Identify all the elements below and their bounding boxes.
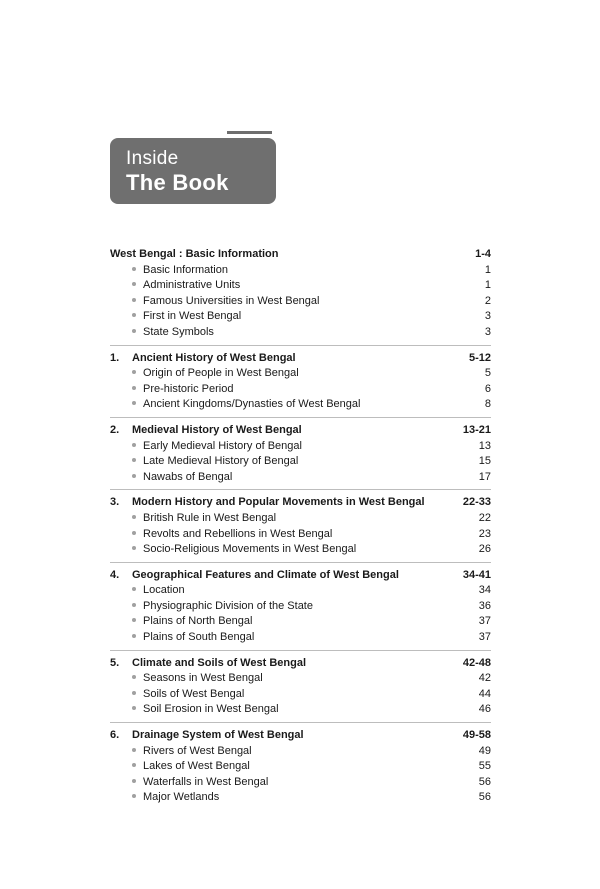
topic-page: 6 bbox=[484, 382, 491, 395]
bullet-icon bbox=[132, 329, 136, 333]
toc-topic-row[interactable] bbox=[110, 671, 491, 687]
topic-title: Location bbox=[143, 584, 185, 597]
bullet-icon bbox=[132, 267, 136, 271]
bullet-icon bbox=[132, 748, 136, 752]
bullet-icon bbox=[132, 458, 136, 462]
bullet-icon bbox=[132, 370, 136, 374]
toc-topic-row[interactable] bbox=[110, 397, 491, 413]
toc-topic-row[interactable] bbox=[110, 309, 491, 325]
toc-chapter-row[interactable] bbox=[110, 351, 491, 367]
topic-page: 56 bbox=[478, 791, 491, 804]
bullet-icon bbox=[132, 443, 136, 447]
topic-page: 49 bbox=[478, 744, 491, 757]
header-line2: The Book bbox=[126, 170, 229, 195]
topic-page: 42 bbox=[478, 672, 491, 685]
topic-page: 37 bbox=[478, 631, 491, 644]
toc-topic-row[interactable] bbox=[110, 382, 491, 398]
toc-topic-row[interactable] bbox=[110, 744, 491, 760]
topic-page: 34 bbox=[478, 584, 491, 597]
toc-topic-row[interactable] bbox=[110, 542, 491, 558]
topic-title: Ancient Kingdoms/Dynasties of West Bengal bbox=[143, 398, 361, 411]
bullet-icon bbox=[132, 779, 136, 783]
chapter-number: 1. bbox=[110, 351, 120, 364]
toc-topic-row[interactable] bbox=[110, 687, 491, 703]
toc-chapter-row[interactable] bbox=[110, 728, 491, 744]
topic-page: 17 bbox=[478, 470, 491, 483]
topic-title: Basic Information bbox=[143, 263, 228, 276]
bullet-icon bbox=[132, 587, 136, 591]
toc-topic-row[interactable] bbox=[110, 790, 491, 806]
chapter-title: Drainage System of West Bengal bbox=[132, 729, 304, 742]
chapter-number: 6. bbox=[110, 729, 120, 742]
chapter-title: Climate and Soils of West Bengal bbox=[132, 656, 306, 669]
topic-page: 3 bbox=[484, 310, 491, 323]
chapter-title: Ancient History of West Bengal bbox=[132, 351, 296, 364]
header-line1: Inside bbox=[126, 148, 179, 169]
chapter-number: 4. bbox=[110, 568, 120, 581]
toc-topic-row[interactable] bbox=[110, 325, 491, 341]
toc-topic-row[interactable] bbox=[110, 294, 491, 310]
toc-topic-row[interactable] bbox=[110, 527, 491, 543]
bullet-icon bbox=[132, 634, 136, 638]
toc-section bbox=[110, 423, 491, 490]
topic-page: 46 bbox=[478, 703, 491, 716]
toc-section bbox=[110, 247, 491, 346]
topic-page: 15 bbox=[478, 455, 491, 468]
bullet-icon bbox=[132, 282, 136, 286]
topic-title: Plains of South Bengal bbox=[143, 631, 255, 644]
chapter-pages: 5-12 bbox=[468, 351, 491, 364]
topic-page: 1 bbox=[484, 263, 491, 276]
chapter-pages: 42-48 bbox=[462, 656, 491, 669]
chapter-pages: 22-33 bbox=[462, 496, 491, 509]
chapter-pages: 49-58 bbox=[462, 729, 491, 742]
toc-topic-row[interactable] bbox=[110, 454, 491, 470]
bullet-icon bbox=[132, 401, 136, 405]
toc-section bbox=[110, 351, 491, 418]
bullet-icon bbox=[132, 603, 136, 607]
chapter-number: 2. bbox=[110, 423, 120, 436]
topic-title: Nawabs of Bengal bbox=[143, 470, 233, 483]
topic-title: British Rule in West Bengal bbox=[143, 511, 277, 524]
chapter-number: 3. bbox=[110, 496, 120, 509]
bullet-icon bbox=[132, 675, 136, 679]
topic-title: Seasons in West Bengal bbox=[143, 672, 263, 685]
bullet-icon bbox=[132, 531, 136, 535]
bullet-icon bbox=[132, 691, 136, 695]
chapter-pages: 13-21 bbox=[462, 423, 491, 436]
toc-topic-row[interactable] bbox=[110, 263, 491, 279]
toc-topic-row[interactable] bbox=[110, 759, 491, 775]
topic-page: 8 bbox=[484, 398, 491, 411]
toc-section bbox=[110, 656, 491, 723]
bullet-icon bbox=[132, 706, 136, 710]
header-box bbox=[110, 138, 276, 204]
topic-title: Famous Universities in West Bengal bbox=[143, 294, 320, 307]
toc-chapter-row[interactable] bbox=[110, 247, 491, 263]
bullet-icon bbox=[132, 313, 136, 317]
chapter-pages: 34-41 bbox=[462, 568, 491, 581]
toc-topic-row[interactable] bbox=[110, 278, 491, 294]
topic-page: 3 bbox=[484, 325, 491, 338]
topic-page: 2 bbox=[484, 294, 491, 307]
toc-topic-row[interactable] bbox=[110, 470, 491, 486]
topic-title: Pre-historic Period bbox=[143, 382, 234, 395]
topic-title: Soils of West Bengal bbox=[143, 687, 245, 700]
toc-topic-row[interactable] bbox=[110, 702, 491, 718]
topic-title: Plains of North Bengal bbox=[143, 615, 253, 628]
toc-topic-row[interactable] bbox=[110, 599, 491, 615]
topic-page: 55 bbox=[478, 760, 491, 773]
chapter-title: West Bengal : Basic Information bbox=[110, 248, 279, 260]
chapter-title: Geographical Features and Climate of West Bengal bbox=[132, 568, 399, 581]
chapter-title: Medieval History of West Bengal bbox=[132, 423, 302, 436]
toc-section bbox=[110, 568, 491, 651]
topic-title: Rivers of West Bengal bbox=[143, 744, 252, 757]
toc-topic-row[interactable] bbox=[110, 366, 491, 382]
bullet-icon bbox=[132, 546, 136, 550]
toc-topic-row[interactable] bbox=[110, 511, 491, 527]
toc-topic-row[interactable] bbox=[110, 630, 491, 646]
toc-chapter-row[interactable] bbox=[110, 568, 491, 584]
topic-title: Major Wetlands bbox=[143, 791, 220, 804]
toc-section bbox=[110, 728, 491, 810]
topic-page: 22 bbox=[478, 511, 491, 524]
topic-title: Physiographic Division of the State bbox=[143, 599, 313, 612]
topic-title: First in West Bengal bbox=[143, 310, 242, 323]
topic-page: 37 bbox=[478, 615, 491, 628]
topic-title: Revolts and Rebellions in West Bengal bbox=[143, 527, 333, 540]
toc-topic-row[interactable] bbox=[110, 614, 491, 630]
topic-page: 23 bbox=[478, 527, 491, 540]
chapter-title: Modern History and Popular Movements in West Bengal bbox=[132, 496, 425, 509]
bullet-icon bbox=[132, 794, 136, 798]
bullet-icon bbox=[132, 298, 136, 302]
toc-section bbox=[110, 495, 491, 562]
topic-page: 36 bbox=[478, 599, 491, 612]
bullet-icon bbox=[132, 515, 136, 519]
toc-chapter-row[interactable] bbox=[110, 656, 491, 672]
toc-chapter-row[interactable] bbox=[110, 495, 491, 511]
topic-title: Waterfalls in West Bengal bbox=[143, 775, 269, 788]
topic-title: Late Medieval History of Bengal bbox=[143, 455, 299, 468]
toc-topic-row[interactable] bbox=[110, 439, 491, 455]
topic-title: Lakes of West Bengal bbox=[143, 760, 250, 773]
table-of-contents bbox=[110, 247, 491, 815]
toc-chapter-row[interactable] bbox=[110, 423, 491, 439]
chapter-pages: 1-4 bbox=[475, 248, 491, 260]
topic-title: Origin of People in West Bengal bbox=[143, 367, 299, 380]
topic-page: 56 bbox=[478, 775, 491, 788]
toc-topic-row[interactable] bbox=[110, 775, 491, 791]
chapter-number: 5. bbox=[110, 656, 120, 669]
topic-title: State Symbols bbox=[143, 325, 214, 338]
topic-page: 26 bbox=[478, 543, 491, 556]
toc-topic-row[interactable] bbox=[110, 583, 491, 599]
bullet-icon bbox=[132, 386, 136, 390]
topic-page: 44 bbox=[478, 687, 491, 700]
bullet-icon bbox=[132, 474, 136, 478]
topic-page: 1 bbox=[484, 279, 491, 292]
topic-page: 5 bbox=[484, 367, 491, 380]
topic-page: 13 bbox=[478, 439, 491, 452]
bullet-icon bbox=[132, 618, 136, 622]
title-accent-bar bbox=[227, 131, 272, 134]
topic-title: Early Medieval History of Bengal bbox=[143, 439, 302, 452]
bullet-icon bbox=[132, 763, 136, 767]
topic-title: Soil Erosion in West Bengal bbox=[143, 703, 279, 716]
topic-title: Socio-Religious Movements in West Bengal bbox=[143, 543, 357, 556]
topic-title: Administrative Units bbox=[143, 279, 241, 292]
